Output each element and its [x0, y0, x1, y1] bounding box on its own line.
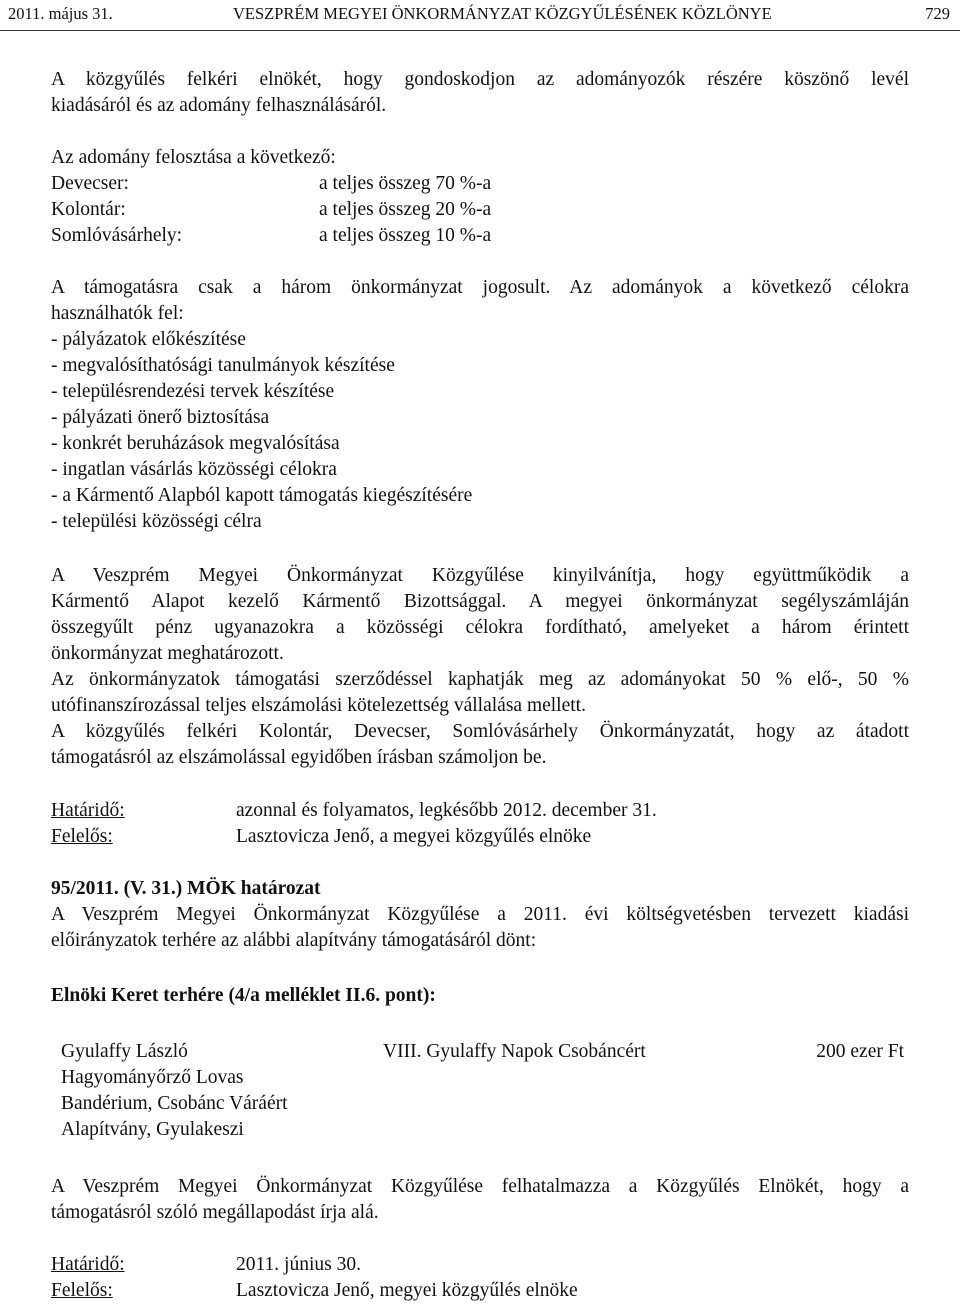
- cooperation-line: Kármentő Alapot kezelő Kármentő Bizottsággal. A megyei önkormányzat segélyszámláján: [51, 591, 909, 612]
- deadline-value: azonnal és folyamatos, legkésőbb 2012. december 31.: [236, 800, 657, 821]
- cooperation-line: A Veszprém Megyei Önkormányzat Közgyűlése kinyilvánítja, hogy együttműködik a: [51, 565, 909, 586]
- header-divider: [0, 30, 960, 31]
- purpose-item: - pályázati önerő biztosítása: [51, 407, 270, 428]
- intro-line-1: A közgyűlés felkéri elnökét, hogy gondoskodjon az adományozók részére köszönő levél: [51, 69, 909, 90]
- grant-recipient: [61, 1039, 288, 1143]
- cooperation-line: Az önkormányzatok támogatási szerződéssel kaphatják meg az adományokat 50 % elő-, 50 %: [51, 669, 909, 690]
- grant-purpose: VIII. Gyulaffy Napok Csobáncért: [383, 1041, 646, 1062]
- header-date: 2011. május 31.: [8, 4, 113, 23]
- deadline-row-1: [51, 798, 911, 824]
- purposes-paragraph: [51, 275, 909, 535]
- responsible-row-2: [51, 1278, 911, 1304]
- deadline-label: Határidő:: [51, 1254, 125, 1275]
- responsible-value: Lasztovicza Jenő, a megyei közgyűlés elnöke: [236, 826, 592, 847]
- purpose-item: - településrendezési tervek készítése: [51, 381, 335, 402]
- authorization-line-1: A Veszprém Megyei Önkormányzat Közgyűlése felhatalmazza a Közgyűlés Elnökét, hogy a: [51, 1176, 909, 1197]
- authorization-paragraph: [51, 1174, 909, 1226]
- resolution-subheading: Elnöki Keret terhére (4/a melléklet II.6. pont):: [51, 985, 436, 1006]
- deadline-value: 2011. június 30.: [236, 1254, 361, 1275]
- cooperation-line: önkormányzat meghatározott.: [51, 643, 284, 664]
- purpose-item: - konkrét beruházások megvalósítása: [51, 433, 340, 454]
- distribution-place: Kolontár:: [51, 199, 126, 220]
- deadline-row-2: [51, 1252, 911, 1278]
- header-title: VESZPRÉM MEGYEI ÖNKORMÁNYZAT KÖZGYŰLÉSÉNEK KÖZLÖNYE: [233, 4, 772, 23]
- grant-recipient-line: Hagyományőrző Lovas: [61, 1067, 244, 1088]
- intro-line-2: kiadásáról és az adomány felhasználásáról.: [51, 95, 387, 116]
- purposes-line-1: A támogatásra csak a három önkormányzat jogosult. Az adományok a következő célokra: [51, 277, 909, 298]
- purpose-item: - pályázatok előkészítése: [51, 329, 246, 350]
- purpose-item: - települési közösségi célra: [51, 511, 262, 532]
- purpose-item: - ingatlan vásárlás közösségi célokra: [51, 459, 337, 480]
- resolution-paragraph: [51, 902, 909, 954]
- responsible-value: Lasztovicza Jenő, megyei közgyűlés elnöke: [236, 1280, 578, 1301]
- distribution-share: a teljes összeg 70 %-a: [319, 173, 492, 194]
- authorization-line-2: támogatásról szóló megállapodást írja alá.: [51, 1202, 379, 1223]
- grant-recipient-line: Bandérium, Csobánc Váráért: [61, 1093, 288, 1114]
- resolution-line-1: A Veszprém Megyei Önkormányzat Közgyűlése a 2011. évi költségvetésben tervezett kiadási: [51, 904, 909, 925]
- distribution-place: Devecser:: [51, 173, 129, 194]
- purpose-item: - a Kármentő Alapból kapott támogatás kiegészítésére: [51, 485, 473, 506]
- distribution-heading: Az adomány felosztása a következő:: [51, 147, 336, 168]
- distribution-row-devecser: [51, 171, 651, 197]
- distribution-share: a teljes összeg 20 %-a: [319, 199, 492, 220]
- cooperation-paragraph: [51, 563, 909, 771]
- deadline-label: Határidő:: [51, 800, 125, 821]
- distribution-place: Somlóvásárhely:: [51, 225, 183, 246]
- page-number: 729: [925, 4, 950, 23]
- distribution-row-kolontar: [51, 197, 651, 223]
- grant-recipient-line: Gyulaffy László: [61, 1041, 188, 1062]
- grant-amount: 200 ezer Ft: [816, 1041, 904, 1062]
- grant-recipient-line: Alapítvány, Gyulakeszi: [61, 1119, 244, 1140]
- responsible-label: Felelős:: [51, 826, 113, 847]
- resolution-line-2: előirányzatok terhére az alábbi alapítvány támogatásáról dönt:: [51, 930, 537, 951]
- cooperation-line: támogatásról az elszámolással egyidőben írásban számoljon be.: [51, 747, 547, 768]
- purpose-item: - megvalósíthatósági tanulmányok készítése: [51, 355, 395, 376]
- distribution-row-somlovasarhely: [51, 223, 651, 249]
- purposes-line-2: használhatók fel:: [51, 303, 184, 324]
- cooperation-line: A közgyűlés felkéri Kolontár, Devecser, Somlóvásárhely Önkormányzatát, hogy az átadott: [51, 721, 909, 742]
- cooperation-line: összegyűlt pénz ugyanazokra a közösségi célokra fordítható, amelyeket a három érintett: [51, 617, 909, 638]
- resolution-title: 95/2011. (V. 31.) MÖK határozat: [51, 878, 321, 899]
- distribution-share: a teljes összeg 10 %-a: [319, 225, 492, 246]
- responsible-label: Felelős:: [51, 1280, 113, 1301]
- cooperation-line: utófinanszírozással teljes elszámolási kötelezettség vállalása mellett.: [51, 695, 586, 716]
- responsible-row-1: [51, 824, 911, 850]
- intro-paragraph: [51, 67, 909, 119]
